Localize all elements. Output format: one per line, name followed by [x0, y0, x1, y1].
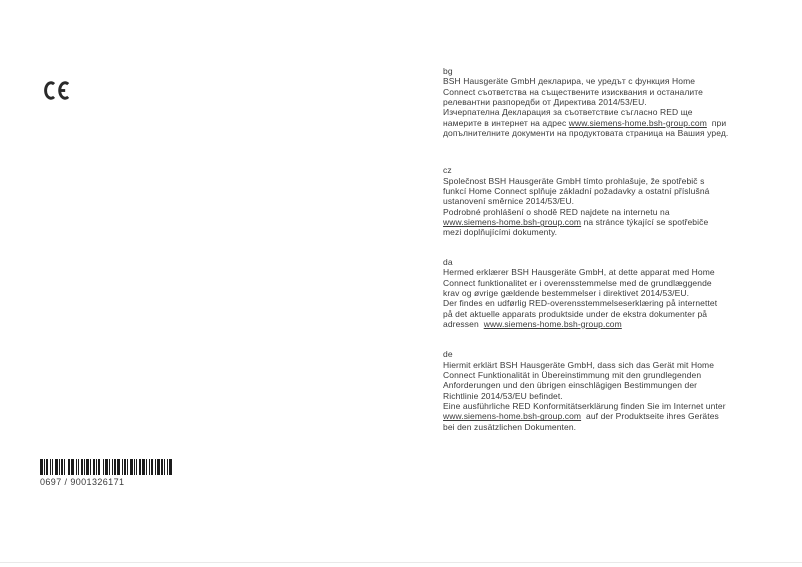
declaration-text: på det aktuelle apparats produktside under de ekstra dokumenter på [443, 308, 708, 319]
declaration-text-line [443, 196, 753, 206]
declaration-text-line [443, 391, 753, 401]
siemens-home-link[interactable]: www.siemens-home.bsh-group.com [483, 318, 622, 329]
ce-mark-icon [44, 81, 73, 100]
siemens-home-link[interactable]: www.siemens-home.bsh-group.com [443, 217, 582, 228]
declaration-text: Eine ausführliche RED Konformitätserklärung finden Sie im Internet unter [443, 400, 726, 411]
barcode-block [40, 459, 172, 487]
language-section-da [443, 257, 753, 329]
declaration-text-line [443, 76, 753, 86]
declaration-text-line [443, 319, 753, 329]
declaration-text: Connect funktionalitet er i overensstemmelse med de grundlæggende [443, 277, 712, 288]
declaration-text: adressen [443, 318, 484, 329]
siemens-home-link[interactable]: www.siemens-home.bsh-group.com [568, 117, 707, 128]
declaration-text: Richtlinie 2014/53/EU befindet. [443, 390, 563, 401]
declaration-text-line [443, 87, 753, 97]
declaration-text-line [443, 217, 753, 227]
language-section-de [443, 349, 753, 432]
declaration-text: krav og øvrige gældende bestemmelser i direktivet 2014/53/EU. [443, 287, 690, 298]
declaration-text: Hermed erklærer BSH Hausgeräte GmbH, at dette apparat med Home [443, 267, 715, 278]
siemens-home-link[interactable]: www.siemens-home.bsh-group.com [443, 411, 582, 422]
declaration-text-line [443, 227, 753, 237]
declaration-text: релевантни разпоредби от Директива 2014/53/EU. [443, 97, 647, 108]
declaration-text-line [443, 128, 753, 138]
language-code-label: bg [443, 66, 453, 76]
declaration-text-line [443, 309, 753, 319]
declaration-text-line [443, 107, 753, 117]
barcode-number: 0697 / 9001326171 [40, 477, 125, 487]
declaration-text: при [706, 117, 727, 128]
declaration-text: Anforderungen und den übrigen einschlägigen Bestimmungen der [443, 380, 698, 391]
declaration-text-line [443, 176, 753, 186]
language-code-label: da [443, 256, 453, 267]
declaration-text: допълнителните документи на продуктовата страница на Вашия уред. [443, 128, 729, 139]
barcode-icon [40, 459, 172, 475]
language-code-label: cz [443, 165, 452, 176]
barcode-bar [169, 459, 172, 475]
declaration-text: Connect съответства на съществените изисквания и останалите [443, 86, 704, 97]
declaration-text: mezi doplňujícími dokumenty. [443, 227, 558, 238]
declaration-text: Podrobné prohlášení o shodě RED najdete na internetu na [443, 206, 670, 217]
declaration-text-line [443, 267, 753, 277]
declaration-text: auf der Produktseite ihres Gerätes [581, 411, 719, 422]
declaration-text: Connect Funktionalität in Übereinstimmung mit den grundlegenden [443, 369, 702, 380]
page-bottom-edge [0, 562, 802, 563]
declaration-text: Der findes en udførlig RED-overensstemmelseserklæring på internettet [443, 298, 718, 309]
language-section-cz [443, 165, 753, 237]
declaration-text-line [443, 118, 753, 128]
language-section-bg [443, 66, 753, 138]
declaration-text-line [443, 360, 753, 370]
declaration-text-line [443, 380, 753, 390]
declaration-text: BSH Hausgeräte GmbH декларира, че уредът с функция Home [443, 76, 696, 87]
declaration-text-line [443, 207, 753, 217]
declaration-text: bei den zusätzlichen Dokumenten. [443, 421, 577, 432]
declaration-text: ustanovení směrnice 2014/53/EU. [443, 196, 575, 207]
declaration-text-line [443, 411, 753, 421]
declaration-text: Изчерпателна Декларация за съответствие съгласно RED ще [443, 107, 693, 118]
declaration-text-line [443, 401, 753, 411]
declaration-text: funkcí Home Connect splňuje základní požadavky a ostatní příslušná [443, 186, 710, 197]
declaration-text-line [443, 186, 753, 196]
declaration-text-line [443, 422, 753, 432]
declaration-text-line [443, 278, 753, 288]
declaration-text: Společnost BSH Hausgeräte GmbH tímto prohlašuje, že spotřebič s [443, 175, 705, 186]
declaration-text-line [443, 97, 753, 107]
declaration-text: намерите в интернет на адрес [443, 117, 569, 128]
language-code-label: de [443, 349, 453, 360]
declaration-text: Hiermit erklärt BSH Hausgeräte GmbH, dass sich das Gerät mit Home [443, 359, 715, 370]
declaration-text-line [443, 288, 753, 298]
declaration-text-line [443, 298, 753, 308]
ce-mark-logo [44, 81, 74, 100]
declaration-text-line [443, 370, 753, 380]
declaration-text: na stránce týkající se spotřebiče [581, 217, 709, 228]
language-sections [443, 66, 753, 432]
